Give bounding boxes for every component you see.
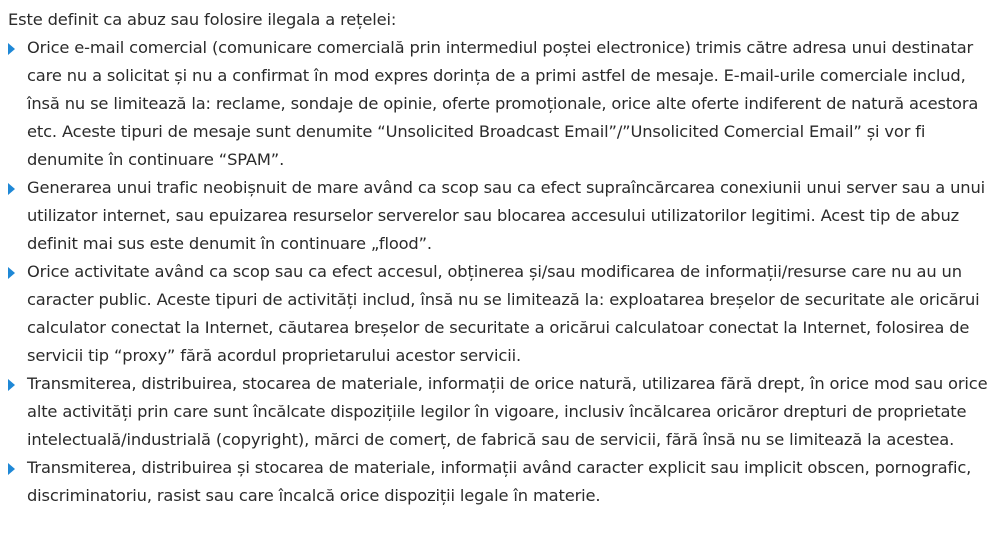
list-item — [8, 174, 992, 258]
list-item — [8, 370, 992, 454]
list-item-text: Orice e-mail comercial (comunicare comercială prin intermediul poștei electronice) trimis către adresa unui destinatar care nu a solicitat și nu a confirmat în mod expres dorința de a primi astfel de mesaje. E-mail-urile comerciale includ, însă nu se limitează la: reclame, sondaje de opinie, oferte promoționale, orice alte oferte indiferent de natură acestora etc. Aceste tipuri de mesaje sunt denumite “Unsolicited Broadcast Email”/”Unsolicited Comercial Email” și vor fi denumite în continuare “SPAM”. — [27, 38, 979, 169]
triangle-right-icon — [8, 463, 15, 475]
triangle-right-icon — [8, 43, 15, 55]
triangle-right-icon — [8, 267, 15, 279]
triangle-right-icon — [8, 379, 15, 391]
list-item-text: Generarea unui trafic neobișnuit de mare având ca scop sau ca efect supraîncărcarea conexiunii unui server sau a unui utilizator internet, sau epuizarea resurselor serverelor sau blocarea accesului utilizatorilor legitimi. Acest tip de abuz definit mai sus este denumit în continuare „flood”. — [27, 178, 985, 253]
list-item-text: Transmiterea, distribuirea, stocarea de materiale, informații de orice natură, utilizarea fără drept, în orice mod sau orice alte activități prin care sunt încălcate dispozițiile legilor în vigoare, inclusiv încălcarea oricăror drepturi de proprietate intelectuală/industrială (copyright), mărci de comerț, de fabrică sau de servicii, fără însă nu se limitează la acestea. — [27, 374, 988, 449]
list-item — [8, 258, 992, 370]
abuse-list — [8, 34, 992, 510]
list-item — [8, 34, 992, 174]
list-item-text: Orice activitate având ca scop sau ca efect accesul, obținerea și/sau modificarea de informații/resurse care nu au un caracter public. Aceste tipuri de activități includ, însă nu se limitează la: exploatarea breșelor de securitate ale oricărui calculator conectat la Internet, căutarea breșelor de securitate a oricărui calculatoar conectat la Internet, folosirea de servicii tip “proxy” fără acordul proprietarului acestor servicii. — [27, 262, 980, 365]
list-item-text: Transmiterea, distribuirea și stocarea de materiale, informații având caracter explicit sau implicit obscen, pornografic, discriminatoriu, rasist sau care încalcă orice dispoziții legale în materie. — [27, 458, 972, 505]
intro-text: Este definit ca abuz sau folosire ilegala a rețelei: — [8, 10, 397, 29]
triangle-right-icon — [8, 183, 15, 195]
list-item — [8, 454, 992, 510]
